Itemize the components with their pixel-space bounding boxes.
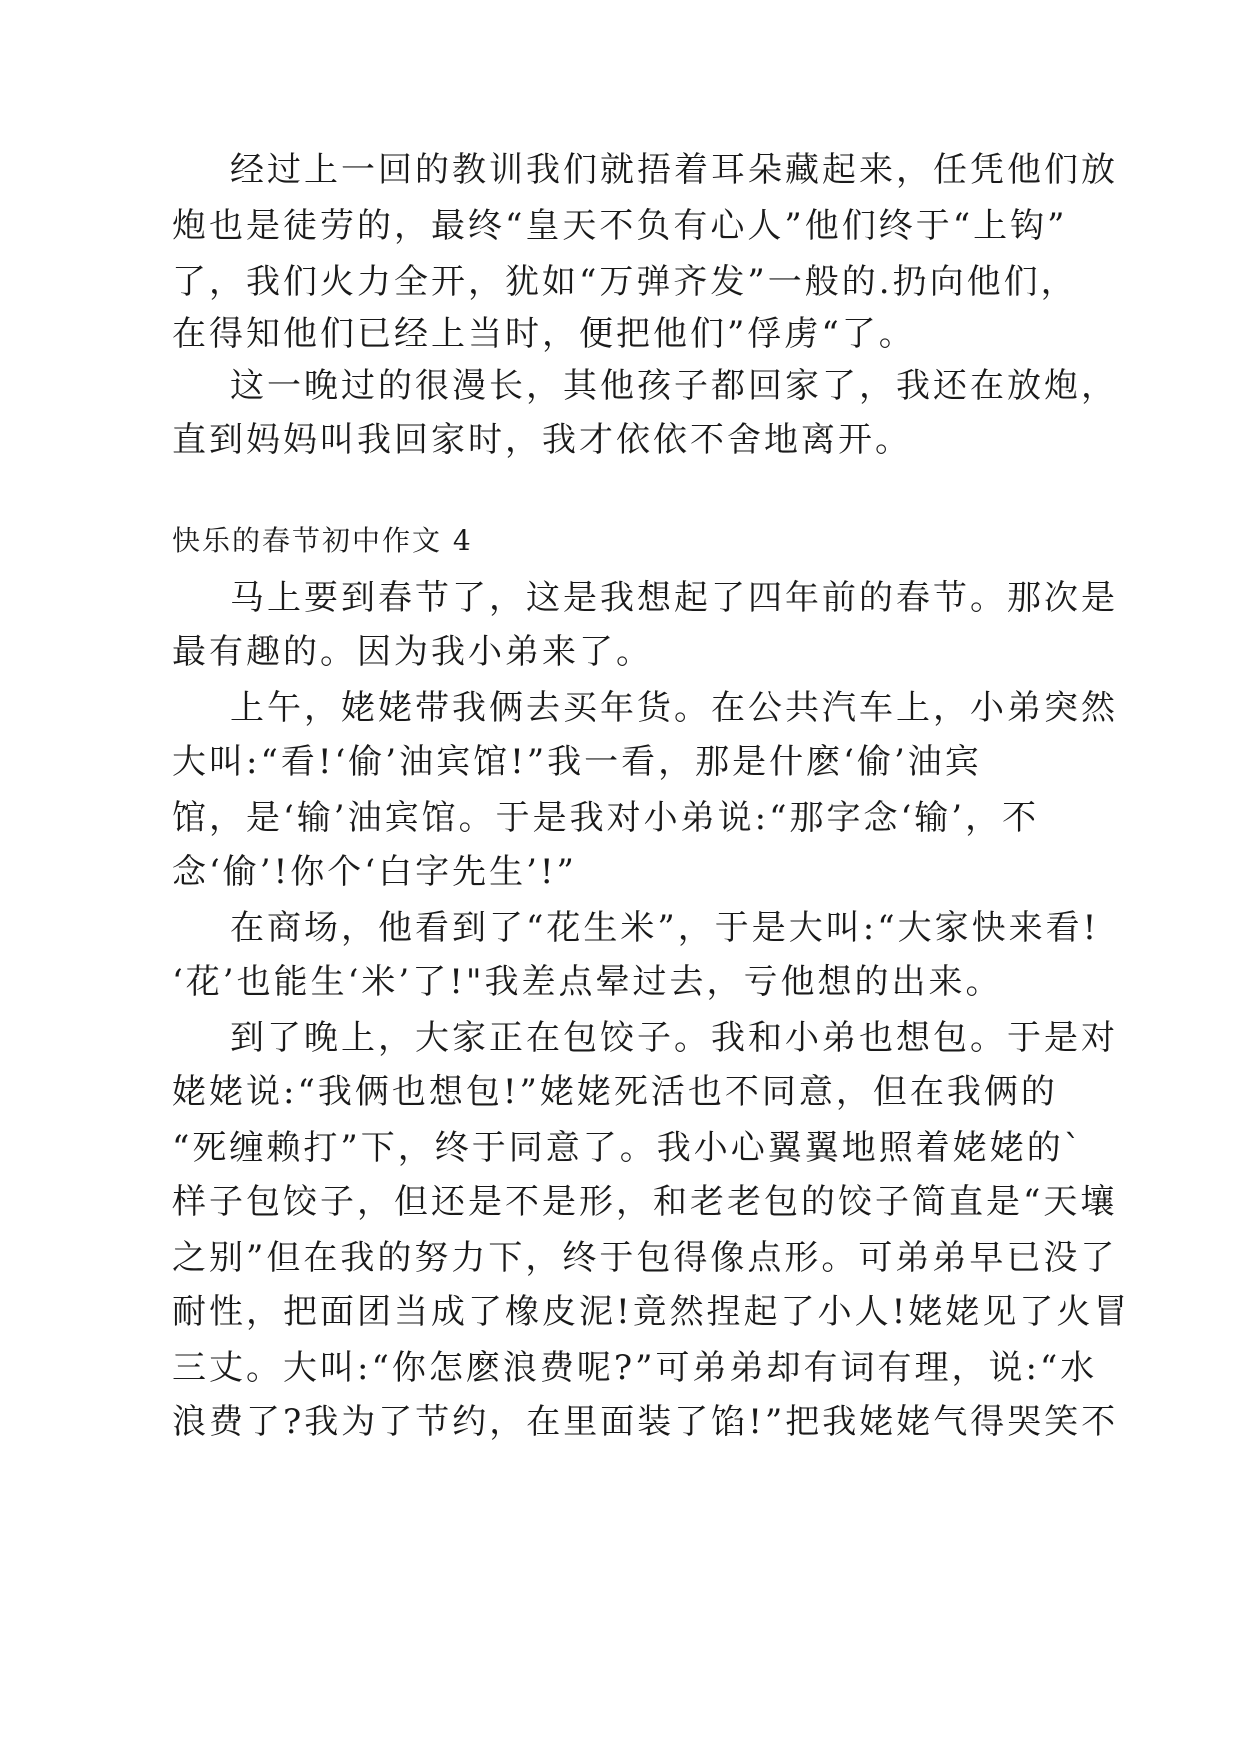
text-line: “死缠赖打”下，终于同意了。我小心翼翼地照着姥姥的` <box>172 1128 1084 1168</box>
text-line: 经过上一回的教训我们就捂着耳朵藏起来，任凭他们放 <box>230 150 1118 190</box>
text-line: 之别”但在我的努力下，终于包得像点形。可弟弟早已没了 <box>172 1238 1118 1278</box>
text-line: 这一晚过的很漫长，其他孩子都回家了，我还在放炮， <box>230 366 1118 406</box>
section-heading: 快乐的春节初中作文 4 <box>172 524 473 557</box>
text-line: 浪费了?我为了节约，在里面装了馅!”把我姥姥气得哭笑不 <box>172 1402 1119 1442</box>
text-line: 在得知他们已经上当时，便把他们”俘虏“了。 <box>172 314 916 354</box>
text-line: 上午，姥姥带我俩去买年货。在公共汽车上，小弟突然 <box>230 688 1118 728</box>
text-line: 了，我们火力全开，犹如“万弹齐发”一般的.扔向他们， <box>172 262 1078 302</box>
text-line: 直到妈妈叫我回家时，我才依依不舍地离开。 <box>172 420 912 460</box>
text-line: 三丈。大叫:“你怎麽浪费呢?”可弟弟却有词有理，说:“水 <box>172 1348 1098 1388</box>
text-line: 馆，是‘输’油宾馆。于是我对小弟说:“那字念‘输’，不 <box>172 798 1040 838</box>
text-line: 最有趣的。因为我小弟来了。 <box>172 632 653 672</box>
text-line: ‘花’也能生‘米’了!"我差点晕过去，亏他想的出来。 <box>172 962 1003 1002</box>
text-line: 姥姥说:“我俩也想包!”姥姥死活也不同意，但在我俩的 <box>172 1072 1058 1112</box>
text-line: 样子包饺子，但还是不是形，和老老包的饺子简直是“天壤 <box>172 1182 1118 1222</box>
text-line: 大叫:“看!‘偷’油宾馆!”我一看，那是什麽‘偷’油宾 <box>172 742 982 782</box>
text-line: 耐性，把面团当成了橡皮泥!竟然捏起了小人!姥姥见了火冒 <box>172 1292 1131 1332</box>
text-line: 马上要到春节了，这是我想起了四年前的春节。那次是 <box>230 578 1118 618</box>
text-line: 在商场，他看到了“花生米”，于是大叫:“大家快来看! <box>230 908 1100 948</box>
text-line: 念‘偷’!你个‘白字先生’!” <box>172 852 577 892</box>
text-line: 到了晚上，大家正在包饺子。我和小弟也想包。于是对 <box>230 1018 1118 1058</box>
text-line: 炮也是徒劳的，最终“皇天不负有心人”他们终于“上钩” <box>172 206 1068 246</box>
